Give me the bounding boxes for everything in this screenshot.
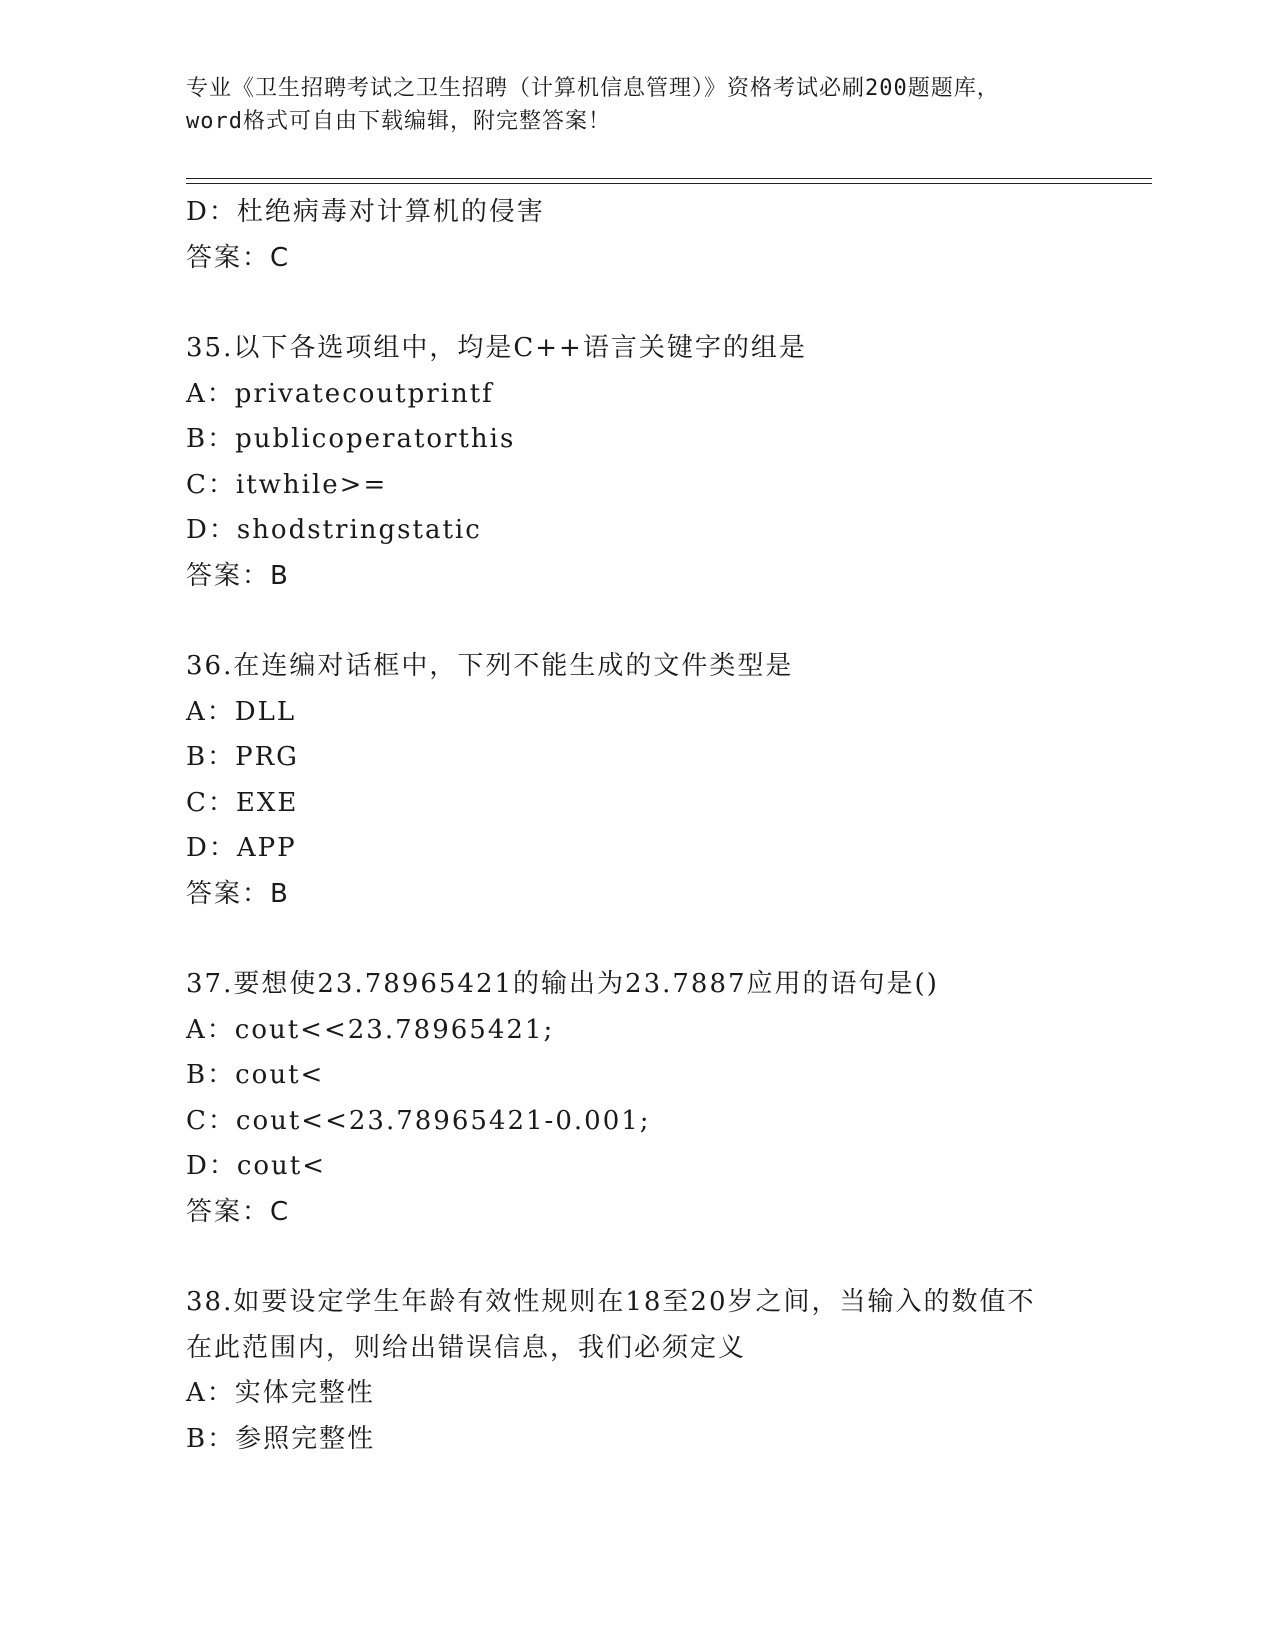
option-a: A：实体完整性 — [186, 1378, 375, 1408]
option-c: C：EXE — [186, 787, 299, 818]
question-stem-line-2: 在此范围内，则给出错误信息，我们必须定义 — [186, 1332, 747, 1363]
option-c: C：itwhile>= — [186, 469, 388, 500]
option-d: D：杜绝病毒对计算机的侵害 — [186, 197, 545, 227]
option-a: A：cout<<23.78965421; — [186, 1014, 555, 1045]
question-stem: 35.以下各选项组中，均是C++语言关键字的组是 — [186, 333, 807, 363]
answer: 答案：C — [186, 1196, 291, 1227]
question-35 — [186, 326, 1086, 599]
answer: 答案：B — [186, 878, 290, 909]
option-b: B：参照完整性 — [186, 1423, 376, 1454]
option-b: B：PRG — [186, 742, 299, 772]
document-header — [186, 72, 1086, 138]
option-a: A：privatecoutprintf — [186, 378, 494, 409]
option-d: D：shodstringstatic — [186, 515, 482, 545]
option-d: D：APP — [186, 833, 297, 863]
option-b: B：cout< — [186, 1060, 325, 1090]
question-36 — [186, 644, 1086, 917]
header-divider-top — [186, 178, 1152, 179]
question-37 — [186, 962, 1086, 1235]
question-content — [186, 190, 1086, 1462]
question-stem: 37.要想使23.78965421的输出为23.7887应用的语句是() — [186, 969, 939, 999]
answer: 答案：C — [186, 242, 291, 273]
question-stem-line-1: 38.如要设定学生年龄有效性规则在18至20岁之间，当输入的数值不 — [186, 1287, 1036, 1317]
option-a: A：DLL — [186, 696, 297, 727]
option-d: D：cout< — [186, 1151, 327, 1181]
option-c: C：cout<<23.78965421-0.001; — [186, 1105, 651, 1136]
question-stem: 36.在连编对话框中，下列不能生成的文件类型是 — [186, 651, 794, 681]
option-b: B：publicoperatorthis — [186, 424, 516, 454]
header-line-2: word格式可自由下载编辑，附完整答案！ — [186, 109, 611, 134]
question-38 — [186, 1280, 1086, 1462]
header-divider-bottom — [186, 183, 1152, 184]
header-line-1: 专业《卫生招聘考试之卫生招聘（计算机信息管理）》资格考试必刷200题题库， — [186, 76, 1000, 101]
answer: 答案：B — [186, 560, 290, 591]
